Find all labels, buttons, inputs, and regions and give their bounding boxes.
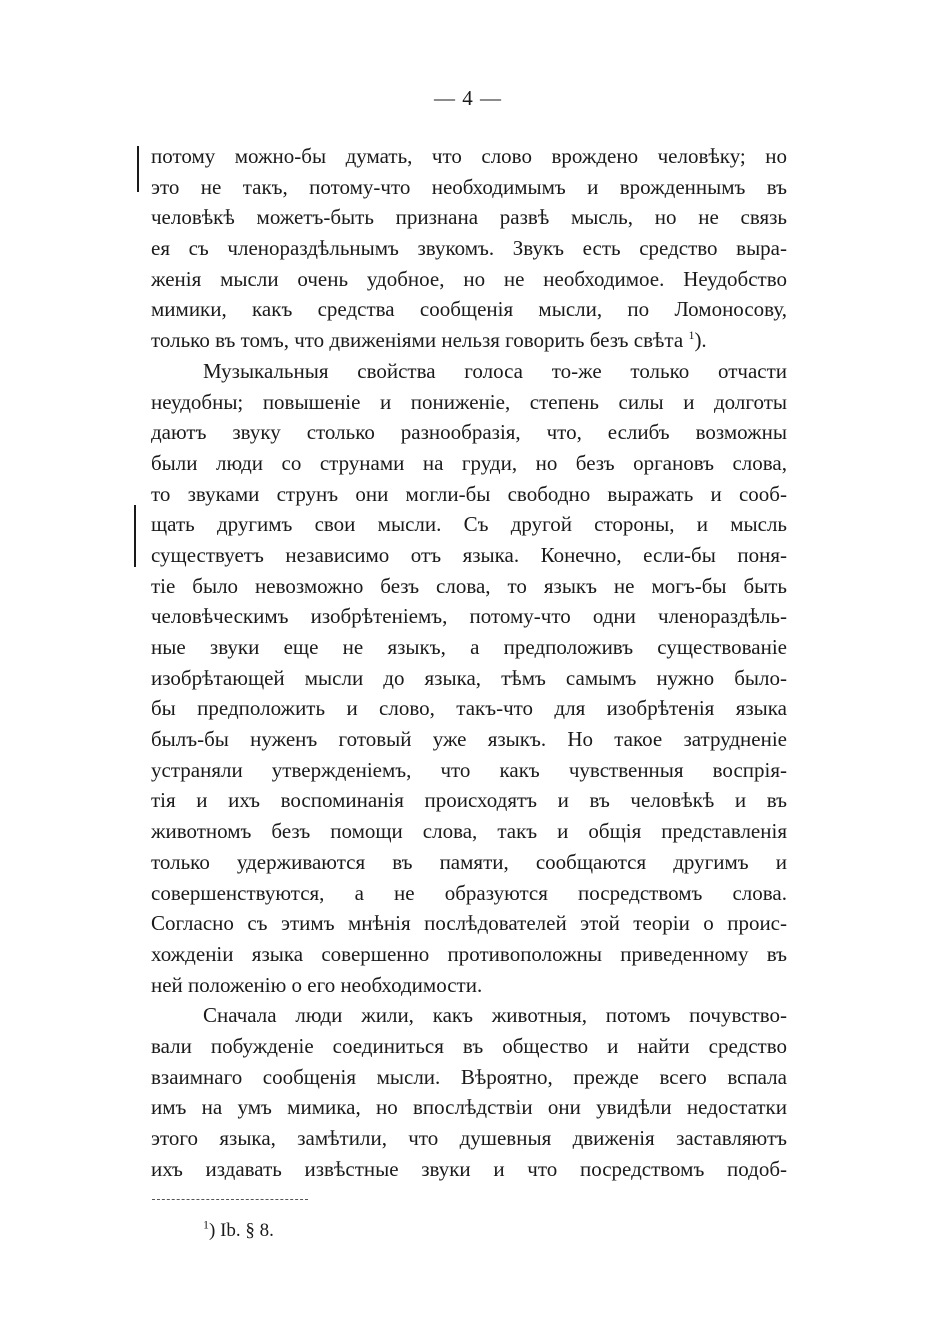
text-line: вали побужденіе соединиться въ общество и найти средство [151, 1033, 787, 1058]
text-line: только въ томъ, что движеніями нельзя говорить безъ свѣта [151, 328, 684, 353]
text-line: взаимнаго сообщенія мысли. Вѣроятно, прежде всего вспала [151, 1064, 787, 1089]
text-line: хожденіи языка совершенно противоположны приведенному въ [151, 941, 787, 966]
text-line: изобрѣтающей мысли до языка, тѣмъ самымъ нужно было- [151, 665, 787, 690]
text-line: животномъ безъ помощи слова, такъ и общія представленія [151, 819, 787, 844]
page-number: — 4 — [434, 86, 502, 110]
text-line: Сначала люди жили, какъ животныя, потомъ почувство- [203, 1003, 787, 1028]
text-line: ея съ членораздѣльнымъ звукомъ. Звукъ есть средство выра- [151, 236, 787, 261]
footnote-text: ) Ib. § 8. [209, 1220, 274, 1241]
text-line-tail: ). [694, 328, 707, 353]
text-line: то звуками струнъ они могли-бы свободно выражать и сооб- [151, 481, 787, 506]
footnote-divider [152, 1199, 308, 1200]
text-line: женія мысли очень удобное, но не необходимое. Неудобство [151, 266, 787, 291]
text-line-with-footnote [151, 325, 787, 356]
footnote [203, 1217, 274, 1242]
text-line: щать другимъ свои мысли. Съ другой стороны, и мысль [151, 512, 787, 537]
text-line: устраняли утвержденіемъ, что какъ чувственныя воспрія- [151, 757, 787, 782]
text-line: существуетъ независимо отъ языка. Конечно, если-бы поня- [151, 542, 787, 567]
text-line: человѣческимъ изобрѣтеніемъ, потому-что одни членораздѣль- [151, 604, 787, 629]
text-line: человѣкѣ можетъ-быть признана развѣ мысль, но не связь [151, 205, 787, 230]
text-line: это не такъ, потому-что необходимымъ и врожденнымъ въ [151, 174, 787, 199]
text-line: только удерживаются въ памяти, сообщаются другимъ и [151, 849, 787, 874]
text-line: бы предположить и слово, такъ-что для изобрѣтенія языка [151, 696, 787, 721]
text-line: неудобны; повышеніе и пониженіе, степень силы и долготы [151, 389, 787, 414]
text-line: ихъ издавать извѣстные звуки и что посредствомъ подоб- [151, 1156, 787, 1181]
text-line: былъ-бы нуженъ готовый уже языкъ. Но такое затрудненіе [151, 727, 787, 752]
text-line: потому можно-бы думать, что слово врождено человѣку; но [151, 144, 787, 168]
margin-mark [137, 146, 139, 192]
footnote-reference: 1 [688, 328, 695, 343]
text-line: даютъ звуку столько разнообразія, что, еслибъ возможны [151, 420, 787, 445]
text-line: были люди со струнами на груди, но безъ органовъ слова, [151, 450, 787, 475]
text-line: Согласно съ этимъ мнѣнія послѣдователей этой теоріи о проис- [151, 911, 787, 936]
text-line: тія и ихъ воспоминанія происходятъ и въ человѣкѣ и въ [151, 788, 787, 813]
text-line: Музыкальныя свойства голоса то-же только отчасти [203, 358, 787, 383]
footnote-marker: 1 [203, 1217, 209, 1232]
text-line: совершенствуются, а не образуются посредствомъ слова. [151, 880, 787, 905]
text-line: мимики, какъ средства сообщенія мысли, по Ломоносову, [151, 297, 787, 322]
text-line: этого языка, замѣтили, что душевныя движенія заставляютъ [151, 1126, 787, 1150]
text-line: имъ на умъ мимика, но впослѣдствіи они увидѣли недостатки [151, 1095, 787, 1120]
margin-mark [134, 505, 136, 567]
body-text [151, 141, 787, 1184]
text-line: ней положенію о его необходимости. [151, 972, 483, 997]
text-line: ные звуки еще не языкъ, а предположивъ существованіе [151, 635, 787, 659]
text-line: тіе было невозможно безъ слова, то языкъ не могъ-бы быть [151, 573, 787, 598]
